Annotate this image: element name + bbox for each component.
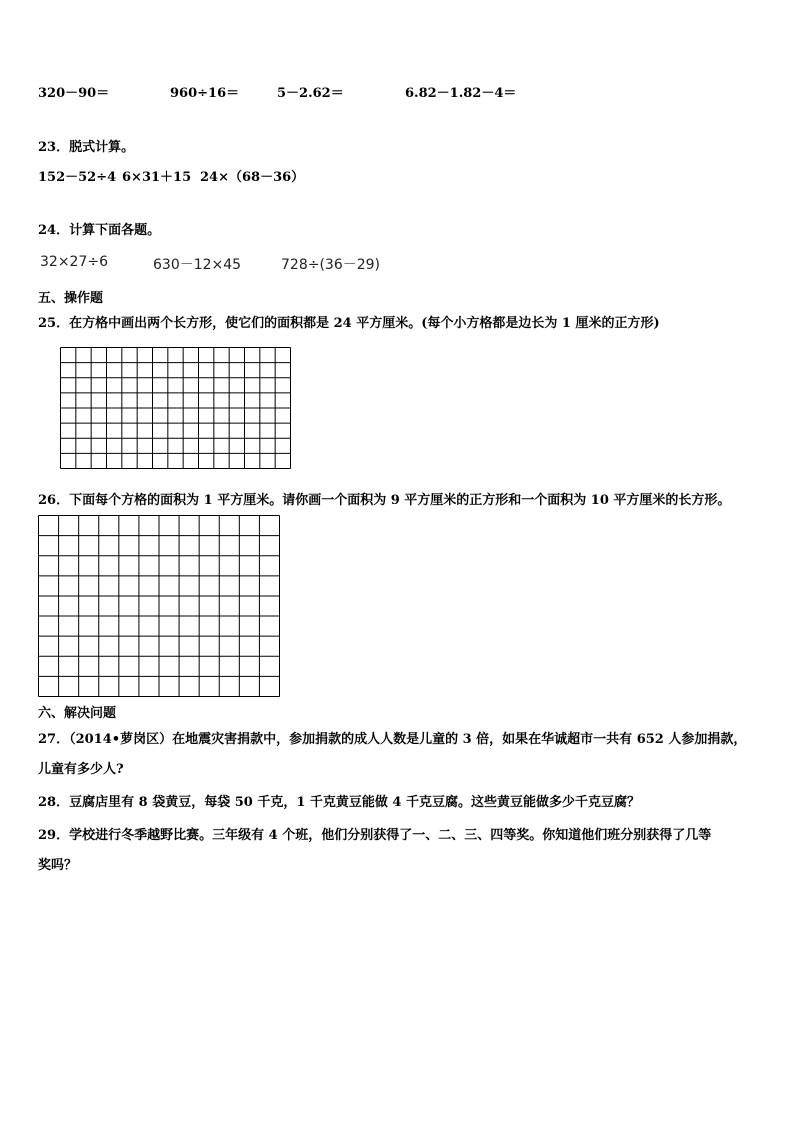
calc-item: 5－2.62＝ <box>277 86 344 101</box>
calc-item: 32×27÷6 <box>40 254 108 270</box>
question-27-line1: 27．（2014•萝岗区）在地震灾害捐款中，参加捐款的成人人数是儿童的 3 倍，如果在华诚超市一共有 652 人参加捐款， <box>38 732 747 747</box>
section-heading: 六、解决问题 <box>38 706 117 721</box>
square-grid-q26 <box>38 515 280 697</box>
question-24-title: 24．计算下面各题。 <box>38 223 161 238</box>
square-grid-q25 <box>60 347 291 469</box>
question-23-title: 23．脱式计算。 <box>38 140 135 155</box>
question-25-text: 25．在方格中画出两个长方形，使它们的面积都是 24 平方厘米。(每个小方格都是边长为 1 厘米的正方形) <box>38 316 660 331</box>
calc-item: 152－52÷4 <box>38 170 117 185</box>
calc-item: 24×（68－36） <box>200 170 305 185</box>
question-27-line2: 儿童有多少人? <box>38 762 124 777</box>
question-29-line2: 奖吗？ <box>38 858 78 873</box>
question-26-text: 26．下面每个方格的面积为 1 平方厘米。请你画一个面积为 9 平方厘米的正方形和一个面积为 10 平方厘米的长方形。 <box>38 493 731 508</box>
calc-item: 728÷(36－29) <box>281 257 381 273</box>
calc-item: 320－90＝ <box>38 86 110 101</box>
calc-item: 960÷16＝ <box>170 86 240 101</box>
calc-item: 6.82－1.82－4＝ <box>405 86 517 101</box>
calc-item: 6×31＋15 <box>122 170 192 185</box>
question-28-text: 28．豆腐店里有 8 袋黄豆，每袋 50 千克，1 千克黄豆能做 4 千克豆腐。这些黄豆能做多少千克豆腐？ <box>38 795 640 810</box>
section-heading: 五、操作题 <box>38 291 104 306</box>
calc-item: 630－12×45 <box>153 257 242 273</box>
question-29-line1: 29．学校进行冬季越野比赛。三年级有 4 个班，他们分别获得了一、二、三、四等奖。你知道他们班分别获得了几等 <box>38 828 712 843</box>
